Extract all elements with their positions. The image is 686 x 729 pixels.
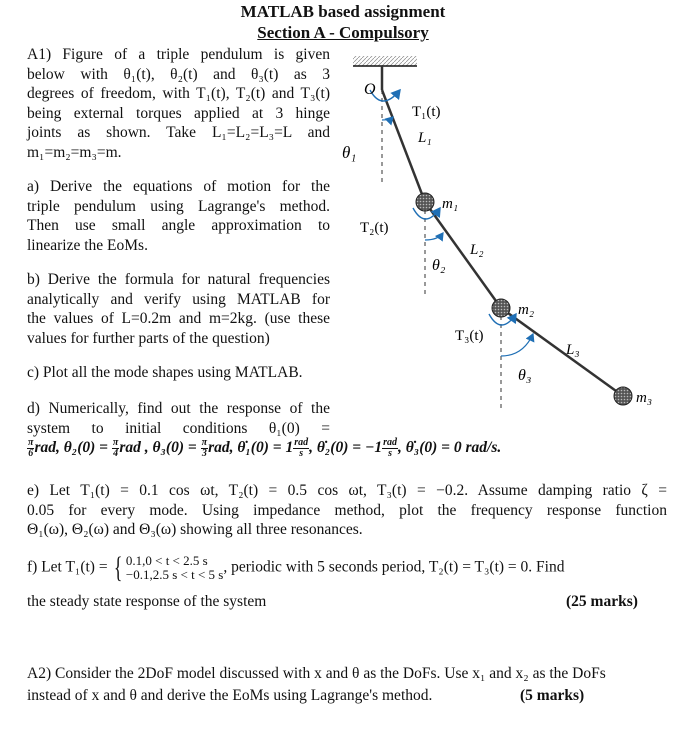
part-e (27, 481, 667, 540)
part-b-line: b) Derive the formula for natural frequencies (27, 271, 330, 288)
part-e-line: Θ₁(ω), Θ₂(ω) and Θ₃(ω) showing all three resonances. (27, 521, 363, 538)
ceiling-support (353, 56, 417, 66)
initial-conditions: $\frac{\pi}{6}$ rad, θ₂(0) = $\frac{\pi}{4}$ rad , θ₃(0) = $\frac{\pi}{3}$ rad, θ̇₁(0) = 1 $\frac{\text{rad}}{s}$ , θ̇₂(0) = −1 $\frac{\text{rad}}{s}$ , θ̇₃(0) = 0 rad/s. (28, 437, 502, 459)
label-t1: T₁(t) (412, 104, 441, 120)
fraction: $\frac{\pi}{3}$ (201, 437, 208, 459)
part-a-line: linearize the EoMs. (27, 236, 148, 254)
label-t3: T₃(t) (455, 328, 484, 344)
label-o: O (364, 81, 376, 98)
rod-2 (425, 202, 501, 308)
label-t2: T₂(t) (360, 220, 389, 236)
part-c: c) Plot all the mode shapes using MATLAB. (27, 364, 303, 381)
mass-3 (614, 387, 632, 405)
brace-symbol: { (114, 551, 123, 584)
fraction: $\frac{\text{rad}}{s}$ (383, 437, 398, 459)
part-d (27, 399, 330, 438)
label-l1: L₁ (418, 130, 432, 146)
mass-2 (492, 299, 510, 317)
fraction: $\frac{\pi}{6}$ (28, 437, 34, 459)
mass-1 (416, 193, 434, 211)
fraction: $\frac{\pi}{4}$ (112, 437, 119, 459)
part-e-line: 0.05 for every mode. Using impedance method, plot the frequency response function (27, 501, 667, 519)
part-d-line: d) Numerically, find out the response of the (27, 400, 330, 417)
a2-line2: instead of x and θ and derive the EoMs using Lagrange's method. (27, 687, 433, 704)
label-l3: L₃ (566, 342, 580, 358)
part-f-line2: the steady state response of the system (27, 593, 267, 610)
part-d-line: system to initial conditions θ₁(0) = (27, 419, 330, 437)
theta2-arc (425, 233, 443, 240)
fraction: $\frac{\text{rad}}{s}$ (294, 437, 309, 459)
label-theta1: θ₁ (342, 143, 357, 162)
label-m1: m₁ (442, 196, 459, 212)
piecewise-cases (126, 554, 223, 582)
a1-intro-line: joints as shown. Take L₁=L₂=L₃=L and (27, 124, 330, 141)
part-e-line: e) Let T₁(t) = 0.1 cos ωt, T₂(t) = 0.5 cos ωt, T₃(t) = −0.2. Assume damping ratio ζ = (27, 482, 667, 499)
a1-intro-line: degrees of freedom, with T₁(t), T₂(t) and T₃(t) (27, 85, 330, 102)
label-theta2: θ₂ (432, 257, 446, 274)
a1-marks: (25 marks) (566, 593, 638, 610)
part-a (27, 177, 330, 255)
a2-line1: A2) Consider the 2DoF model discussed with x and θ as the DoFs. Use x₁ and x₂ as the DoFs (27, 665, 606, 682)
part-b-line: values for further parts of the question) (27, 329, 270, 347)
part-f (27, 553, 672, 583)
section-title (0, 23, 686, 43)
part-b (27, 270, 330, 348)
label-theta3: θ₃ (518, 367, 532, 384)
label-m3: m₃ (636, 390, 653, 406)
case-line: 0.1,0 < t < 2.5 s (125, 553, 208, 568)
theta3-arc (501, 334, 533, 356)
assignment-title: MATLAB based assignment (240, 2, 446, 21)
part-f-tail: , periodic with 5 seconds period, T₂(t) = T₃(t) = 0. Find (223, 558, 565, 576)
part-a-line: a) Derive the equations of motion for the (27, 178, 330, 195)
part-a-line: triple pendulum using Lagrange's method. (27, 197, 330, 215)
a1-intro-line: being external torques applied at 3 hinge (27, 104, 330, 122)
label-m2: m₂ (518, 302, 535, 318)
part-b-line: the values of L=0.2m and m=2kg. (use these (27, 310, 330, 327)
a1-intro-line: A1) Figure of a triple pendulum is given (27, 46, 330, 63)
triple-pendulum-figure (338, 50, 678, 430)
section-title-text: Section A - Compulsory (257, 23, 429, 42)
a2-marks: (5 marks) (520, 687, 585, 704)
a1-intro-line: below with θ₁(t), θ₂(t) and θ₃(t) as 3 (27, 65, 330, 83)
a1-intro-line: m₁=m₂=m₃=m. (27, 143, 122, 161)
part-a-line: Then use small angle approximation to (27, 217, 330, 234)
label-l2: L₂ (470, 242, 484, 258)
a1-intro (27, 45, 330, 162)
part-b-line: analytically and verify using MATLAB for (27, 290, 330, 308)
part-f-lead: f) Let T₁(t) = (27, 558, 108, 576)
case-line: −0.1,2.5 s < t < 5 s (125, 567, 224, 582)
